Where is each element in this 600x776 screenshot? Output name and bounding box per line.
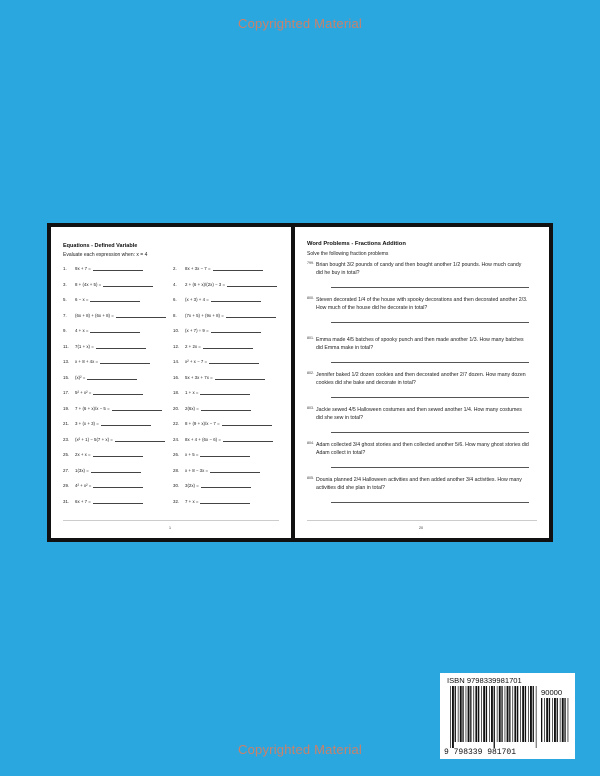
barcode-digits: 9 798339 981701 <box>444 748 517 757</box>
answer-blank <box>93 390 143 395</box>
barcode-bar <box>483 686 485 742</box>
equation-expression: x + 8 − 3x = <box>185 467 209 473</box>
barcode-bar <box>517 686 518 742</box>
barcode-bar <box>505 686 506 742</box>
equation-number: 6. <box>173 297 177 302</box>
word-problem <box>307 336 529 353</box>
answer-blank <box>215 375 265 380</box>
problem-text: Emma made 4/5 batches of spooky punch and then made another 1/3. How many batches did Emma make in total? <box>316 337 524 352</box>
barcode-bar <box>530 686 532 742</box>
equation-item <box>173 266 263 271</box>
equation-number: 26. <box>173 452 180 457</box>
answer-line <box>331 287 529 288</box>
equation-item <box>63 468 141 473</box>
equation-item <box>63 297 140 302</box>
equation-expression: 7 + x = <box>185 498 199 504</box>
left-page-number: 1 <box>169 526 171 530</box>
barcode-bar <box>455 686 456 742</box>
answer-blank <box>213 266 263 271</box>
equation-expression: 2 + 2x = <box>185 343 201 349</box>
answer-blank <box>115 437 165 442</box>
barcode-bar <box>528 686 529 742</box>
equation-expression: (x + 7) ÷ 9 = <box>185 328 209 333</box>
barcode-addon <box>541 698 571 748</box>
equation-expression: 8 + (4x + 5) = <box>75 281 102 287</box>
word-problem <box>307 261 529 278</box>
equation-item <box>63 266 143 271</box>
equation-item <box>173 328 261 333</box>
equation-item <box>173 297 261 302</box>
left-page <box>51 227 291 538</box>
barcode-bar <box>520 686 521 742</box>
equation-number: 32. <box>173 498 180 504</box>
barcode-bar <box>568 698 569 742</box>
answer-line <box>331 362 529 363</box>
equation-expression: x + 5 = <box>185 452 199 457</box>
answer-blank <box>209 359 259 364</box>
barcode-bar <box>564 698 565 742</box>
equation-item <box>63 313 166 318</box>
answer-blank <box>222 421 272 426</box>
equation-item <box>63 344 146 349</box>
answer-blank <box>91 468 141 473</box>
book-spread <box>47 223 553 542</box>
answer-blank <box>93 483 143 488</box>
right-page-title: Word Problems - Fractions Addition <box>307 241 406 247</box>
answer-blank <box>211 297 261 302</box>
answer-blank <box>200 390 250 395</box>
equation-number: 22. <box>173 421 180 426</box>
equation-expression: 5² + x² = <box>75 390 92 395</box>
equation-expression: 4 + x = <box>75 328 89 333</box>
barcode-bar <box>536 686 537 748</box>
equation-item <box>173 375 265 380</box>
equation-item <box>63 452 143 457</box>
equation-number: 20. <box>173 405 180 411</box>
answer-blank <box>201 483 251 488</box>
equation-expression: (6x + 8) + (6x + 8) = <box>75 312 114 318</box>
equation-expression: 2x + x = <box>75 452 91 457</box>
equation-expression: 7(1 + x) = <box>75 343 94 349</box>
barcode-bar <box>466 686 467 742</box>
equation-expression: 7 + (6 + x)/x − 5 = <box>75 405 110 411</box>
equation-item <box>173 406 251 411</box>
equation-number: 31. <box>63 498 70 504</box>
equation-expression: 2(6x) = <box>185 405 199 411</box>
barcode-bar <box>452 686 454 748</box>
answer-blank <box>227 282 277 287</box>
equation-expression: x + 8 + 4x = <box>75 359 99 364</box>
barcode-bar <box>494 686 495 748</box>
equation-number: 17. <box>63 390 70 395</box>
equation-number: 14. <box>173 359 180 364</box>
barcode-main <box>450 686 538 748</box>
problem-text: Dounia planned 2/4 Halloween activities and then added another 3/4 activities. How many activities did she plan in total? <box>316 477 522 492</box>
answer-line <box>331 322 529 323</box>
barcode-bar <box>486 686 487 742</box>
isbn-text: ISBN 9798339981701 <box>447 676 522 685</box>
equation-item <box>63 437 165 442</box>
right-page <box>295 227 549 538</box>
equation-number: 1. <box>63 266 67 271</box>
equation-item <box>63 390 143 395</box>
barcode-bar <box>501 686 502 742</box>
equation-expression: 9x + 7 = <box>75 266 91 271</box>
equation-number: 19. <box>63 405 70 411</box>
answer-blank <box>210 468 260 473</box>
problem-number: 800. <box>307 296 314 300</box>
barcode-bar <box>525 686 526 742</box>
equation-number: 13. <box>63 359 70 364</box>
equation-expression: 5x + 3x + 7x = <box>185 374 213 380</box>
equation-expression: 1 + x = <box>185 390 199 395</box>
equation-number: 30. <box>173 483 180 488</box>
word-problem <box>307 296 529 313</box>
equation-expression: (x)² = <box>75 374 86 380</box>
barcode-bar <box>560 698 561 742</box>
word-problem <box>307 476 529 493</box>
equation-number: 8. <box>173 312 177 318</box>
equation-item <box>173 437 273 442</box>
problem-number: 803. <box>307 406 314 410</box>
answer-blank <box>90 328 140 333</box>
equation-item <box>63 483 143 488</box>
barcode-bar <box>544 698 545 742</box>
problem-text: Adam collected 3/4 ghost stories and then collected another 5/6. How many ghost stories did Adam collect in total? <box>316 442 529 457</box>
word-problem <box>307 371 529 388</box>
answer-blank <box>200 452 250 457</box>
barcode-bar <box>473 686 474 742</box>
equation-item <box>173 390 250 395</box>
left-page-title: Equations - Defined Variable <box>63 243 138 249</box>
answer-blank <box>103 282 153 287</box>
answer-line <box>331 467 529 468</box>
answer-blank <box>93 499 143 504</box>
equation-expression: 2 + (6 + x)/(2x) − 3 = <box>185 281 226 287</box>
barcode-bar <box>460 686 462 742</box>
barcode-bar <box>514 686 516 742</box>
watermark-top: Copyrighted Material <box>238 16 362 31</box>
barcode-bar <box>512 686 513 742</box>
equation-number: 3. <box>63 281 67 287</box>
barcode-bar <box>557 698 558 742</box>
equation-expression: 3(2x) = <box>185 483 199 488</box>
left-page-footer-line <box>63 520 279 521</box>
equation-number: 28. <box>173 467 180 473</box>
equation-expression: (x + 3) + 4 = <box>185 297 209 302</box>
right-page-footer-line <box>307 520 537 521</box>
barcode-bar <box>522 686 524 742</box>
barcode-bar <box>554 698 556 742</box>
equation-item <box>63 328 140 333</box>
equation-item <box>63 375 137 380</box>
answer-blank <box>211 328 261 333</box>
price-code: 90000 <box>541 688 563 697</box>
watermark-bottom: Copyrighted Material <box>238 742 362 757</box>
right-page-subtitle: Solve the following fraction problems <box>307 251 389 257</box>
equation-number: 29. <box>63 483 70 488</box>
problem-text: Brian bought 3/2 pounds of candy and then bought another 1/2 pounds. How much candy did he buy in total? <box>316 262 522 277</box>
barcode-bar <box>475 686 477 742</box>
equation-item <box>173 313 276 318</box>
equation-number: 16. <box>173 374 180 380</box>
equation-item <box>63 282 153 287</box>
equation-number: 7. <box>63 312 67 318</box>
answer-blank <box>200 499 250 504</box>
equation-item <box>173 282 277 287</box>
equation-expression: x² + x − 7 = <box>185 359 208 364</box>
equation-number: 24. <box>173 436 180 442</box>
answer-blank <box>100 359 150 364</box>
equation-item <box>173 344 253 349</box>
equation-expression: 1(3x) = <box>75 467 89 473</box>
answer-blank <box>112 406 162 411</box>
barcode-bar <box>450 686 451 748</box>
answer-line <box>331 432 529 433</box>
answer-blank <box>87 375 137 380</box>
equation-number: 25. <box>63 452 70 457</box>
barcode-bar <box>546 698 548 742</box>
problem-text: Jennifer baked 1/2 dozen cookies and then decorated another 2/7 dozen. How many dozen cookies did she bake and decorate in total? <box>316 372 526 387</box>
equation-expression: 8x + 4 + (6x − 6) = <box>185 436 221 442</box>
equation-expression: 6 − x = <box>75 297 89 302</box>
equation-number: 10. <box>173 328 180 333</box>
equation-number: 23. <box>63 436 70 442</box>
barcode-bar <box>470 686 471 742</box>
equation-item <box>63 359 150 364</box>
barcode-bar <box>478 686 479 742</box>
problem-number: 802. <box>307 371 314 375</box>
barcode-bar <box>481 686 482 742</box>
barcode-bar <box>499 686 501 742</box>
equation-number: 21. <box>63 421 70 426</box>
right-page-number: 20 <box>419 526 423 530</box>
answer-line <box>331 502 529 503</box>
equation-item <box>173 468 260 473</box>
equation-item <box>63 499 143 504</box>
equation-item <box>63 406 162 411</box>
problem-number: 799. <box>307 261 314 265</box>
answer-blank <box>203 344 253 349</box>
equation-number: 27. <box>63 467 70 473</box>
answer-blank <box>201 406 251 411</box>
barcode-bar <box>562 698 564 742</box>
equation-item <box>173 421 272 426</box>
barcode-bar <box>549 698 550 742</box>
equation-expression: 3 + (x + 3) = <box>75 421 99 426</box>
barcode-bar <box>552 698 553 742</box>
equation-expression: (7x + 5) + (9x + 8) = <box>185 312 224 318</box>
equation-expression: 8 + (9 + x)/x − 7 = <box>185 421 220 426</box>
barcode-bar <box>533 686 534 742</box>
equation-item <box>173 499 250 504</box>
barcode-bar <box>497 686 498 742</box>
equation-number: 18. <box>173 390 180 395</box>
answer-blank <box>93 452 143 457</box>
barcode-bar <box>468 686 470 742</box>
equation-number: 9. <box>63 328 67 333</box>
equation-item <box>173 452 250 457</box>
answer-blank <box>226 313 276 318</box>
equation-expression: (x² + 1) − 5(7 + x) = <box>75 436 113 442</box>
problem-number: 804. <box>307 441 314 445</box>
answer-line <box>331 397 529 398</box>
answer-blank <box>116 313 166 318</box>
equation-number: 11. <box>63 343 69 349</box>
barcode-bar <box>507 686 509 742</box>
equation-expression: 6x + 7 = <box>75 498 91 504</box>
barcode-bar <box>489 686 490 742</box>
barcode-bar <box>462 686 463 742</box>
problem-text: Steven decorated 1/4 of the house with spooky decorations and then decorated another 2/3. How much of the house did he decorate in total? <box>316 297 528 312</box>
barcode-bar <box>491 686 493 742</box>
answer-blank <box>223 437 273 442</box>
equation-expression: 4² + x² = <box>75 483 92 488</box>
equation-number: 4. <box>173 281 177 287</box>
answer-blank <box>96 344 146 349</box>
barcode-bar <box>458 686 459 742</box>
problem-number: 805. <box>307 476 314 480</box>
barcode-bar <box>541 698 542 742</box>
answer-blank <box>90 297 140 302</box>
equation-item <box>63 421 151 426</box>
equation-item <box>173 359 259 364</box>
equation-number: 12. <box>173 343 180 349</box>
problem-text: Jackie sewed 4/5 Halloween costumes and then sewed another 1/4. How many costumes did she sew in total? <box>316 407 522 422</box>
equation-number: 5. <box>63 297 67 302</box>
word-problem <box>307 441 529 458</box>
answer-blank <box>101 421 151 426</box>
equation-item <box>173 483 251 488</box>
barcode-bar <box>509 686 510 742</box>
answer-blank <box>93 266 143 271</box>
word-problem <box>307 406 529 423</box>
equation-number: 15. <box>63 374 70 380</box>
equation-number: 2. <box>173 266 177 271</box>
problem-number: 801. <box>307 336 314 340</box>
left-page-subtitle: Evaluate each expression when: x = 4 <box>63 252 148 258</box>
equation-expression: 8x + 3x − 7 = <box>185 266 211 271</box>
